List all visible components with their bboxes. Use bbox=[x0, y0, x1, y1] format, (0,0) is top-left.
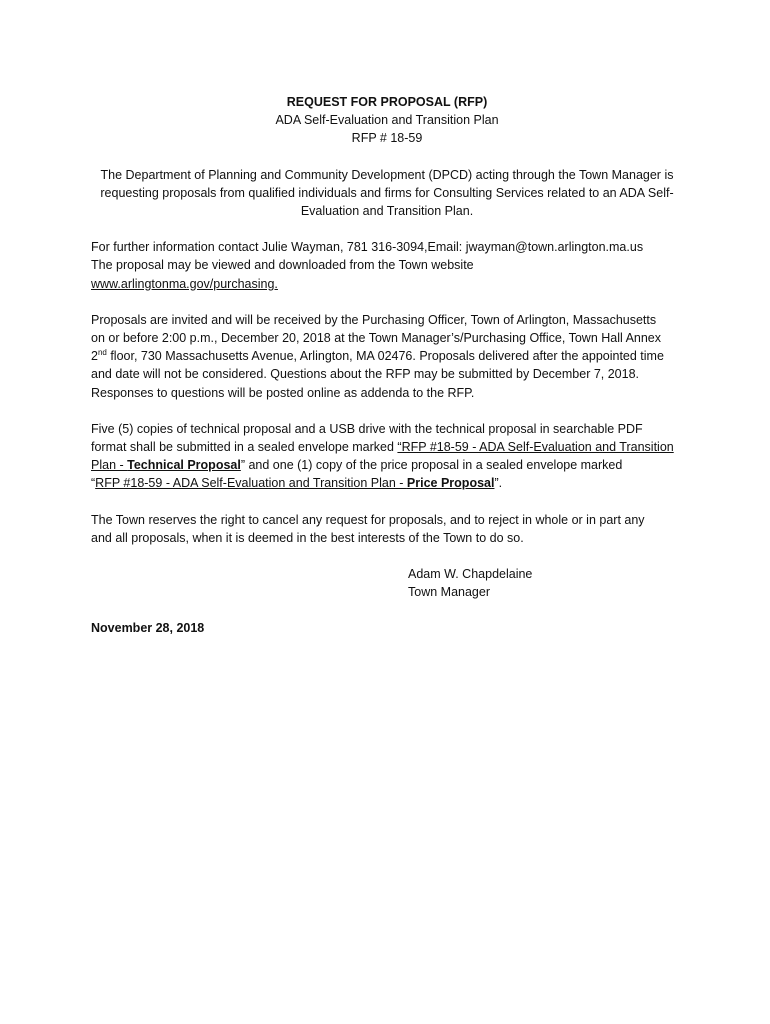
submission-line: and date will not be considered. Questions about the RFP may be submitted by December 7, 2018. bbox=[91, 367, 640, 382]
document-date: November 28, 2018 bbox=[91, 621, 205, 636]
submission-line: 2nd floor, 730 Massachusetts Avenue, Arlington, MA 02476. Proposals delivered after the appointed time bbox=[91, 348, 664, 364]
contact-line: For further information contact Julie Wayman, 781 316-3094,Email: jwayman@town.arlington.ma.us bbox=[91, 240, 644, 255]
document-title: REQUEST FOR PROPOSAL (RFP) bbox=[286, 95, 488, 109]
submission-line: on or before 2:00 p.m., December 20, 2018 at the Town Manager’s/Purchasing Office, Town Hall Annex bbox=[91, 331, 662, 346]
intro-paragraph bbox=[91, 166, 683, 221]
reservation-paragraph bbox=[91, 511, 683, 547]
copies-line: Plan - Technical Proposal” and one (1) copy of the price proposal in a sealed envelope marked bbox=[91, 458, 623, 473]
signer-title: Town Manager bbox=[408, 585, 490, 600]
technical-proposal-bold: Technical Proposal bbox=[127, 458, 241, 473]
reservation-line: The Town reserves the right to cancel any request for proposals, and to reject in whole or in part any bbox=[91, 512, 645, 527]
document-body bbox=[91, 93, 683, 638]
reservation-line: and all proposals, when it is deemed in the best interests of the Town to do so. bbox=[91, 530, 524, 545]
signature-block bbox=[408, 565, 683, 601]
submission-line: Responses to questions will be posted online as addenda to the RFP. bbox=[91, 385, 475, 400]
intro-line: requesting proposals from qualified individuals and firms for Consulting Services related to an ADA Self- bbox=[100, 185, 674, 200]
copies-paragraph bbox=[91, 420, 683, 493]
price-proposal-label: RFP #18-59 - ADA Self-Evaluation and Transition Plan - bbox=[95, 476, 407, 491]
intro-line: The Department of Planning and Community Development (DPCD) acting through the Town Manager is bbox=[100, 167, 674, 182]
document-subtitle: ADA Self-Evaluation and Transition Plan bbox=[275, 113, 499, 128]
submission-paragraph bbox=[91, 311, 683, 402]
website-link[interactable]: www.arlingtonma.gov/purchasing. bbox=[91, 276, 278, 291]
copies-line: Five (5) copies of technical proposal and a USB drive with the technical proposal in searchable PDF bbox=[91, 421, 643, 436]
technical-proposal-label: “RFP #18-59 - ADA Self-Evaluation and Transition bbox=[397, 440, 674, 455]
contact-line: The proposal may be viewed and downloaded from the Town website bbox=[91, 258, 474, 273]
signer-name: Adam W. Chapdelaine bbox=[408, 567, 533, 582]
copies-line: “RFP #18-59 - ADA Self-Evaluation and Transition Plan - Price Proposal”. bbox=[91, 476, 503, 491]
intro-line: Evaluation and Transition Plan. bbox=[300, 204, 474, 219]
price-proposal-bold: Price Proposal bbox=[406, 476, 495, 491]
contact-paragraph bbox=[91, 238, 683, 293]
copies-line: format shall be submitted in a sealed envelope marked “RFP #18-59 - ADA Self-Evaluation and Transition bbox=[91, 440, 674, 455]
submission-line: Proposals are invited and will be received by the Purchasing Officer, Town of Arlington, Massachusetts bbox=[91, 312, 657, 327]
rfp-number: RFP # 18-59 bbox=[351, 131, 423, 146]
